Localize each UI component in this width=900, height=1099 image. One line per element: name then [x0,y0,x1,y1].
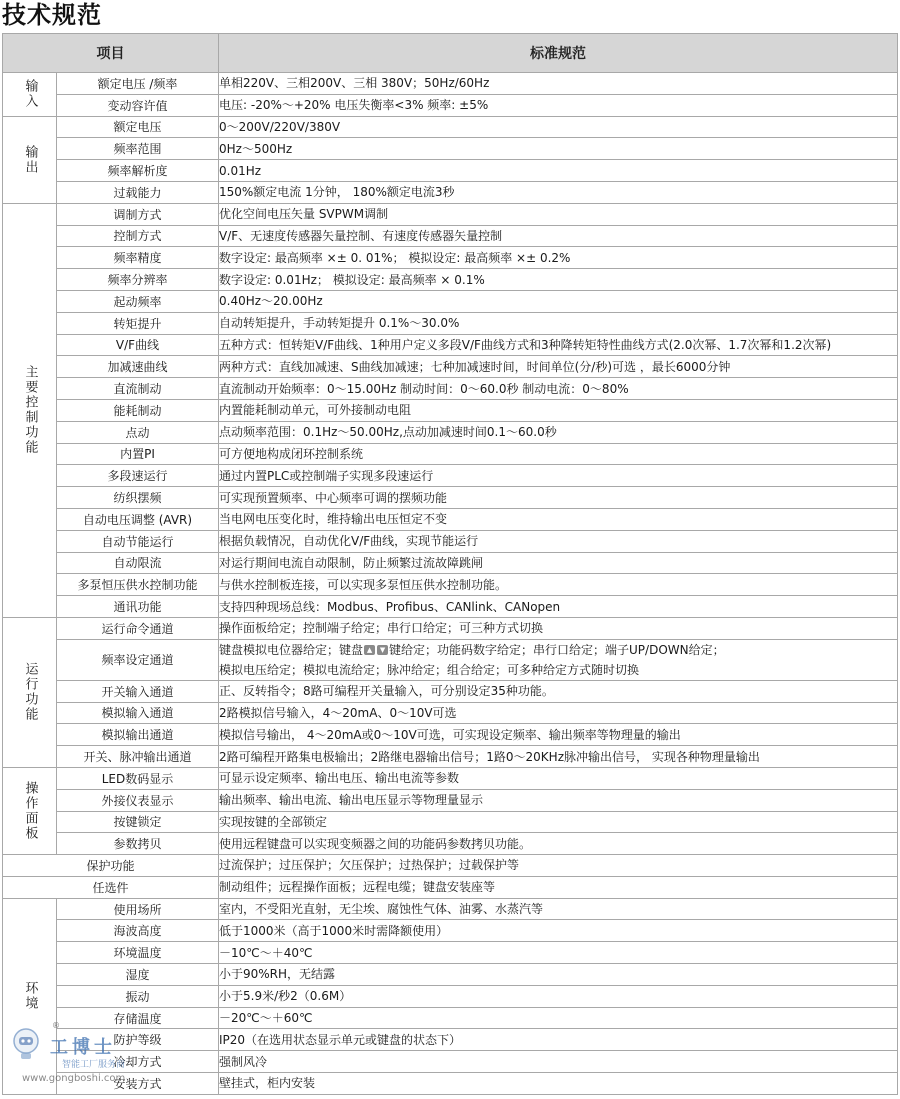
spec-value: 室内，不受阳光直射，无尘埃、腐蚀性气体、油雾、水蒸汽等 [219,898,898,920]
table-row [3,1029,898,1051]
table-row [3,247,898,269]
item-label: 按键锁定 [57,811,219,833]
table-row [3,811,898,833]
table-row [3,116,898,138]
table-row [3,596,898,618]
table-row [3,421,898,443]
item-label: 自动节能运行 [57,530,219,552]
item-label: 湿度 [57,964,219,986]
category-label: 输入 [3,73,57,117]
spec-value: 小于90%RH，无结露 [219,964,898,986]
spec-value: 数字设定: 最高频率 ×± 0. 01%； 模拟设定: 最高频率 ×± 0.2% [219,247,898,269]
spec-value: 过流保护；过压保护；欠压保护；过热保护；过载保护等 [219,855,898,877]
spec-value: 0.01Hz [219,160,898,182]
item-label: 直流制动 [57,378,219,400]
spec-value: 单相220V、三相200V、三相 380V；50Hz/60Hz [219,73,898,95]
item-label: 点动 [57,421,219,443]
spec-value: 0～200V/220V/380V [219,116,898,138]
table-row [3,833,898,855]
table-row [3,1051,898,1073]
spec-value: 150%额定电流 1分钟， 180%额定电流3秒 [219,181,898,203]
table-row [3,334,898,356]
category-label: 主要控制功能 [3,203,57,617]
spec-value: 可实现预置频率、中心频率可调的摆频功能 [219,487,898,509]
watermark-url: www.gongboshi.com [22,1073,126,1084]
table-row [3,378,898,400]
spec-value: 自动转矩提升，手动转矩提升 0.1%～30.0% [219,312,898,334]
table-row [3,1073,898,1095]
spec-value: 强制风冷 [219,1051,898,1073]
item-label: 模拟输出通道 [57,724,219,746]
item-label: 任选件 [3,876,219,898]
item-label: 使用场所 [57,898,219,920]
spec-value: 0.40Hz～20.00Hz [219,290,898,312]
spec-value: 2路可编程开路集电极输出；2路继电器输出信号；1路0～20KHz脉冲输出信号， 实现各种物理量输出 [219,746,898,768]
table-row [3,94,898,116]
spec-value-part: 键盘模拟电位器给定；键盘 [219,642,364,657]
spec-value: 数字设定: 0.01Hz； 模拟设定: 最高频率 × 0.1% [219,269,898,291]
category-label: 操作面板 [3,767,57,854]
spec-value: 模拟信号输出， 4～20mA或0～10V可选，可实现设定频率、输出频率等物理量的输出 [219,724,898,746]
item-label: 通讯功能 [57,596,219,618]
item-label: 振动 [57,985,219,1007]
item-label: 调制方式 [57,203,219,225]
item-label: V/F曲线 [57,334,219,356]
item-label: 防护等级 [57,1029,219,1051]
item-label: 参数拷贝 [57,833,219,855]
item-label: 起动频率 [57,290,219,312]
category-label: 运行功能 [3,617,57,767]
key-down-icon: ▼ [377,645,388,655]
table-row [3,269,898,291]
watermark-brand: 工博士 [50,1037,116,1058]
item-label: 保护功能 [3,855,219,877]
item-label: 频率精度 [57,247,219,269]
item-label: 额定电压 /频率 [57,73,219,95]
table-row [3,789,898,811]
table-row [3,312,898,334]
item-label: 变动容许值 [57,94,219,116]
item-label: 额定电压 [57,116,219,138]
spec-value: 可方便地构成闭环控制系统 [219,443,898,465]
key-up-icon: ▲ [364,645,375,655]
page-title: 技术规范 [2,1,102,29]
item-label: 外接仪表显示 [57,789,219,811]
spec-value: 两种方式：直线加减速、S曲线加减速；七种加减速时间，时间单位(分/秒)可选 ，最长6000分钟 [219,356,898,378]
spec-value: 使用远程键盘可以实现变频器之间的功能码参数拷贝功能。 [219,833,898,855]
spec-value: IP20（在选用状态显示单元或键盘的状态下） [219,1029,898,1051]
table-row [3,746,898,768]
spec-value: 0Hz～500Hz [219,138,898,160]
spec-value: 与供水控制板连接，可以实现多泵恒压供水控制功能。 [219,574,898,596]
table-row [3,290,898,312]
table-row [3,920,898,942]
spec-value: －10℃～＋40℃ [219,942,898,964]
item-label: 自动电压调整 (AVR) [57,508,219,530]
table-header-row [3,34,898,73]
header-item: 项目 [3,34,219,73]
item-label: 多段速运行 [57,465,219,487]
table-row [3,530,898,552]
spec-table [2,33,898,1095]
spec-value: 壁挂式，柜内安装 [219,1073,898,1095]
spec-value: 小于5.9米/秒2（0.6M） [219,985,898,1007]
table-row [3,898,898,920]
spec-value: 内置能耗制动单元，可外接制动电阻 [219,399,898,421]
item-label: 开关输入通道 [57,680,219,702]
spec-table-body [3,73,898,1095]
table-row [3,855,898,877]
item-label: 模拟输入通道 [57,702,219,724]
table-row [3,1007,898,1029]
spec-value: 实现按键的全部锁定 [219,811,898,833]
spec-value: 对运行期间电流自动限制，防止频繁过流故障跳闸 [219,552,898,574]
item-label: 过载能力 [57,181,219,203]
spec-value: 正、反转指令；8路可编程开关量输入，可分别设定35种功能。 [219,680,898,702]
spec-value-line: 模拟电压给定；模拟电流给定；脉冲给定；组合给定；可多种给定方式随时切换 [219,662,640,677]
item-label: 自动限流 [57,552,219,574]
item-label: 海波高度 [57,920,219,942]
table-row [3,203,898,225]
spec-value: 输出频率、输出电流、输出电压显示等物理量显示 [219,789,898,811]
item-label: 控制方式 [57,225,219,247]
item-label: 加减速曲线 [57,356,219,378]
item-label: 转矩提升 [57,312,219,334]
spec-value: 低于1000米（高于1000米时需降额使用） [219,920,898,942]
item-label: 多泵恒压供水控制功能 [57,574,219,596]
spec-value: 五种方式：恒转矩V/F曲线、1种用户定义多段V/F曲线方式和3种降转矩特性曲线方式(2.0次幂、1.7次幂和1.2次幂) [219,334,898,356]
spec-value: 直流制动开始频率：0～15.00Hz 制动时间：0～60.0秒 制动电流：0～80% [219,378,898,400]
spec-value: 可显示设定频率、输出电压、输出电流等参数 [219,767,898,789]
table-row [3,724,898,746]
item-label: 频率范围 [57,138,219,160]
table-row [3,617,898,639]
item-label: 环境温度 [57,942,219,964]
spec-value: 根据负载情况，自动优化V/F曲线，实现节能运行 [219,530,898,552]
table-row [3,487,898,509]
table-row [3,639,898,680]
item-label: 纺织摆频 [57,487,219,509]
spec-value: 操作面板给定；控制端子给定；串行口给定；可三种方式切换 [219,617,898,639]
spec-value: V/F、无速度传感器矢量控制、有速度传感器矢量控制 [219,225,898,247]
table-row [3,160,898,182]
spec-value: 支持四种现场总线：Modbus、Profibus、CANlink、CANopen [219,596,898,618]
spec-value: 2路模拟信号输入，4～20mA、0～10V可选 [219,702,898,724]
category-label: 输出 [3,116,57,203]
table-row [3,942,898,964]
item-label: 能耗制动 [57,399,219,421]
table-row [3,225,898,247]
table-row [3,356,898,378]
table-row [3,680,898,702]
table-row [3,399,898,421]
item-label: 内置PI [57,443,219,465]
table-row [3,181,898,203]
watermark-subtitle: 智能工厂服务商 [62,1060,126,1070]
spec-value: 制动组件；远程操作面板；远程电缆；键盘安装座等 [219,876,898,898]
table-row [3,465,898,487]
spec-value: 当电网电压变化时，维持输出电压恒定不变 [219,508,898,530]
table-row [3,985,898,1007]
item-label: 开关、脉冲输出通道 [57,746,219,768]
item-label: 频率设定通道 [57,639,219,680]
spec-value: 电压: -20%～+20% 电压失衡率<3% 频率: ±5% [219,94,898,116]
spec-value: 通过内置PLC或控制端子实现多段速运行 [219,465,898,487]
spec-value-part: 键给定；功能码数字给定；串行口给定；端子UP/DOWN给定； [389,642,725,657]
table-row [3,73,898,95]
header-standard: 标准规范 [219,34,898,73]
table-row [3,964,898,986]
spec-value: 优化空间电压矢量 SVPWM调制 [219,203,898,225]
spec-value: －20℃～＋60℃ [219,1007,898,1029]
table-row [3,574,898,596]
registered-mark: ® [52,1021,60,1030]
item-label: LED数码显示 [57,767,219,789]
category-label: 环境 [3,898,57,1094]
table-row [3,767,898,789]
table-row [3,138,898,160]
item-label: 运行命令通道 [57,617,219,639]
table-row [3,876,898,898]
spec-value: 点动频率范围：0.1Hz～50.00Hz,点动加减速时间0.1～60.0秒 [219,421,898,443]
item-label: 存储温度 [57,1007,219,1029]
item-label: 安装方式 [57,1073,219,1095]
item-label: 冷却方式 [57,1051,219,1073]
table-row [3,443,898,465]
table-row [3,508,898,530]
table-row [3,702,898,724]
table-row [3,552,898,574]
spec-value [219,639,898,680]
item-label: 频率分辨率 [57,269,219,291]
spec-value-line [219,640,897,660]
item-label: 频率解析度 [57,160,219,182]
